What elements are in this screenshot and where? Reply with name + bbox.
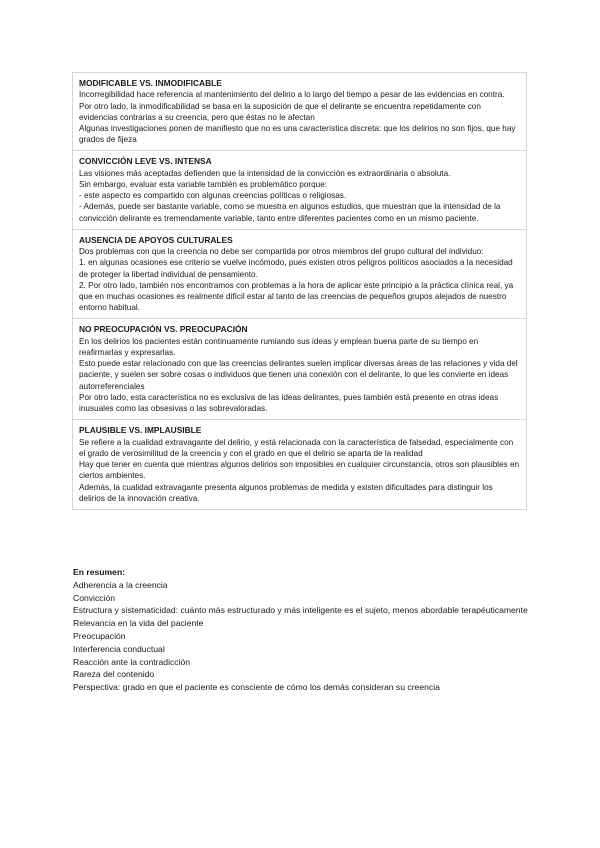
section-paragraph: Esto puede estar relacionado con que las creencias delirantes suelen implicar diversas áreas de las relaciones y vida del paciente, y suelen ser sobre cosas o individuos que tienen una conexión con el delirante, lo que les convierte en ideas autorreferenciales xyxy=(79,359,518,391)
section-paragraph: Se refiere a la cualidad extravagante del delirio, y está relacionada con la característica de falsedad, especialmente con el grado de verosimilitud de la creencia y con el grado en que el delirio se aparta de la realidad xyxy=(79,437,514,458)
summary-item: Preocupación xyxy=(73,630,126,641)
criteria-table xyxy=(72,72,527,510)
section-paragraph: Las visiones más aceptadas defienden que la intensidad de la convicción es extraordinaria o absoluta. xyxy=(79,168,451,178)
criteria-section-conviccion xyxy=(73,150,526,228)
section-title: CONVICCIÓN LEVE VS. INTENSA xyxy=(79,156,212,167)
section-paragraph: - este aspecto es compartido con algunas creencias políticas o religiosas. xyxy=(79,191,347,201)
summary-item: Perspectiva: grado en que el paciente es consciente de cómo los demás consideran su creencia xyxy=(73,682,440,693)
summary-item: Convicción xyxy=(73,592,116,603)
summary-block xyxy=(73,566,528,694)
section-paragraph: Por otro lado, esta característica no es exclusiva de las ideas delirantes, pues también está presente en otras ideas inusuales como las obsesivas o las sobrevaloradas. xyxy=(79,392,499,414)
summary-heading: En resumen: xyxy=(73,567,126,577)
section-title: MODIFICABLE VS. INMODIFICABLE xyxy=(79,78,222,88)
section-paragraph: 2. Por otro lado, también nos encontramos con problemas a la hora de aplicar este principio a la práctica clínica real, ya que en muchas ocasiones es realmente difícil estar al tanto de las creencias de pequeños grupos alejados de nuestro entorno habitual. xyxy=(79,280,514,313)
section-paragraph: Incorregibilidad hace referencia al mantenimiento del delirio a lo largo del tiempo a pesar de las evidencias en contra. xyxy=(79,90,505,100)
criteria-section-preocupacion xyxy=(73,318,526,419)
summary-item: Relevancia en la vida del paciente xyxy=(73,618,204,629)
summary-item: Adherencia a la creencia xyxy=(73,579,168,590)
criteria-section-apoyos-culturales xyxy=(73,229,526,319)
criteria-section-modificable xyxy=(73,73,526,150)
summary-item: Reacción ante la contradicción xyxy=(73,656,191,667)
section-title: PLAUSIBLE VS. IMPLAUSIBLE xyxy=(79,425,202,436)
section-paragraph: - Además, puede ser bastante variable, como se muestra en algunos estudios, que muestran que la intensidad de la convicción delirante es tremendamente variable, tanto entre diferentes pacientes como en un mismo paciente. xyxy=(79,202,501,223)
summary-item: Interferencia conductual xyxy=(73,643,165,654)
section-paragraph: Además, la cualidad extravagante presenta algunos problemas de medida y existen dificultades para distinguir los delirios de la innovación creativa. xyxy=(79,482,493,503)
summary-item: Rareza del contenido xyxy=(73,669,155,680)
section-paragraph: En los delirios los pacientes están continuamente rumiando sus ideas y emplean buena parte de su tiempo en reafirmarlas y expresarlas. xyxy=(79,336,479,358)
section-paragraph: Sin embargo, evaluar esta variable también es problemático porque: xyxy=(79,180,328,190)
criteria-section-plausible xyxy=(73,419,526,509)
summary-item: Estructura y sistematicidad: cuánto más estructurado y más inteligente es el sujeto, menos abordable terapéuticamente xyxy=(73,605,528,616)
section-paragraph: Por otro lado, la inmodificabilidad se basa en la suposición de que el delirante se encuentra repetidamente con evidencias contrarias a su creencia, pero que éstas no le afectan xyxy=(79,101,481,122)
section-title: NO PREOCUPACIÓN VS. PREOCUPACIÓN xyxy=(79,324,248,335)
section-title: AUSENCIA DE APOYOS CULTURALES xyxy=(79,234,233,245)
section-paragraph: Dos problemas con que la creencia no debe ser compartida por otros miembros del grupo cultural del individuo: xyxy=(79,247,484,257)
section-paragraph: Hay que tener en cuenta que mientras algunos delirios son imposibles en cualquier circunstancia, otros son plausibles en ciertos ambientes. xyxy=(79,460,520,481)
section-paragraph: Algunas investigaciones ponen de manifiesto que no es una característica discreta: que los delirios no son fijos, que hay grados de fijeza xyxy=(79,124,516,145)
section-paragraph: 1. en algunas ocasiones ese criterio se vuelve incómodo, pues existen otros peligros políticos asociados a la necesidad de proteger la libertad individual de pensamiento. xyxy=(79,258,513,279)
